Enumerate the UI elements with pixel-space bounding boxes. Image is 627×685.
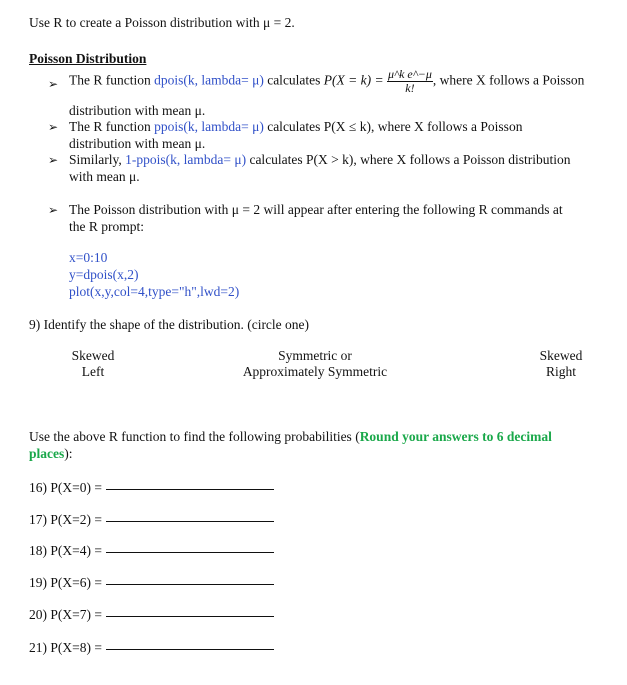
bullet-2-line-1: The R function ppois(k, lambda= μ) calculates P(X ≤ k), where X follows a Poisson (69, 119, 523, 134)
question-row: 21) P(X=8) = (29, 640, 274, 656)
answer-blank[interactable] (106, 583, 274, 585)
bullet-4-line-2: the R prompt: (69, 219, 144, 234)
instruction-line-1: Use the above R function to find the following probabilities (Round your answers to 6 decimal (29, 429, 552, 444)
bullet-4-line-1: The Poisson distribution with μ = 2 will appear after entering the following R commands at (69, 202, 563, 217)
arrow-bullet-icon: ➢ (48, 203, 59, 217)
arrow-bullet-icon: ➢ (48, 77, 59, 91)
code-line: plot(x,y,col=4,type="h",lwd=2) (69, 284, 240, 299)
answer-blank[interactable] (106, 615, 274, 617)
option-symmetric[interactable]: Symmetric or Approximately Symmetric (242, 348, 388, 379)
pmf-fraction: $\frac{\text{μ\textasciicircum{}k e\textasciicircum{}−μ}}{k!}$ (388, 67, 432, 95)
question-row: 19) P(X=6) = (29, 575, 274, 591)
code-line: y=dpois(x,2) (69, 267, 139, 282)
answer-blank[interactable] (106, 520, 274, 522)
option-skewed-left[interactable]: Skewed Left (71, 348, 115, 379)
bullet-3-line-1: Similarly, 1-ppois(k, lambda= μ) calculates P(X > k), where X follows a Poisson distribution (69, 152, 571, 167)
section-title: Poisson Distribution (29, 51, 147, 66)
arrow-bullet-icon: ➢ (48, 120, 59, 134)
question-row: 20) P(X=7) = (29, 607, 274, 623)
question-row: 17) P(X=2) = (29, 512, 274, 528)
bullet-2-line-2: distribution with mean μ. (69, 136, 206, 151)
answer-blank[interactable] (106, 648, 274, 650)
answer-blank[interactable] (106, 488, 274, 490)
code-line: x=0:10 (69, 250, 108, 265)
question-row: 18) P(X=4) = (29, 543, 274, 559)
question-9: 9) Identify the shape of the distribution. (circle one) (29, 317, 310, 332)
ppois-function: ppois(k, lambda= μ) (154, 119, 264, 134)
question-row: 16) P(X=0) = (29, 480, 274, 496)
bullet-3-line-2: with mean μ. (69, 169, 140, 184)
intro-text: Use R to create a Poisson distribution with μ = 2. (29, 15, 295, 30)
option-skewed-right[interactable]: Skewed Right (539, 348, 583, 379)
one-minus-ppois-function: 1-ppois(k, lambda= μ) (125, 152, 247, 167)
instruction-line-2: places): (29, 446, 73, 461)
bullet-1-line-2: distribution with mean μ. (69, 103, 206, 118)
dpois-function: dpois(k, lambda= μ) (154, 72, 264, 88)
answer-blank[interactable] (106, 551, 274, 553)
bullet-1-line-1: The R function dpois(k, lambda= μ) calculates P(X = k) = $\frac{\text{μ\textasciicircum{}k e\textasciicircum{}−μ}}{k!}$ , where X follows a Poisson (69, 67, 585, 95)
arrow-bullet-icon: ➢ (48, 153, 59, 167)
pmf-lhs: P(X = k) = (323, 72, 384, 88)
